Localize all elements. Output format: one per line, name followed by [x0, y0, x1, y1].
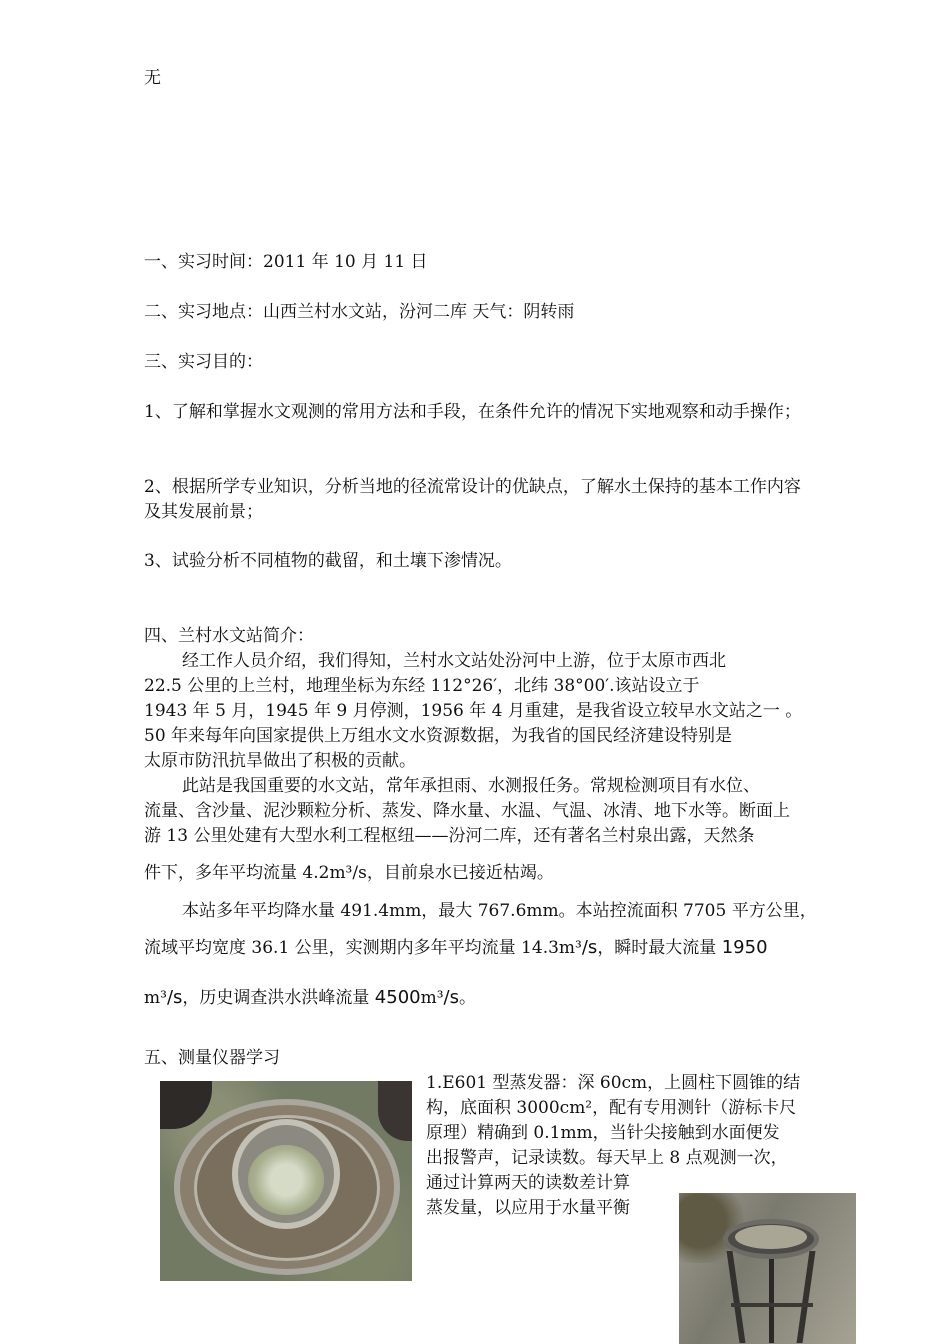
pan-water	[735, 1225, 807, 1249]
flood-unit-suffix: /s	[166, 987, 183, 1008]
section-instrument-heading: 五、测量仪器学习	[144, 1048, 280, 1068]
section-time: 一、实习时间：2011 年 10 月 11 日	[144, 252, 428, 272]
flood-unit-m3-2: m³	[420, 988, 444, 1008]
intro-line: 游 13 公里处建有大型水利工程枢纽——汾河二库，还有著名兰村泉出露，天然条	[144, 826, 755, 846]
evaporation-pan-photo	[160, 1081, 412, 1281]
section-purpose-heading: 三、实习目的：	[144, 352, 263, 372]
intro-line: 此站是我国重要的水文站，常年承担雨、水测报任务。常规检测项目有水位、	[182, 776, 760, 796]
intro-line: 50 年来每年向国家提供上万组水文水资源数据，为我省的国民经济建设特别是	[144, 726, 733, 746]
purpose-item-1: 1、了解和掌握水文观测的常用方法和手段，在条件允许的情况下实地观察和动手操作；	[144, 402, 801, 422]
flood-unit-suffix-2: /s	[443, 987, 459, 1008]
intro-line: 经工作人员介绍，我们得知，兰村水文站处汾河中上游，位于太原市西北	[182, 651, 726, 671]
intro-line-flow-text-2: ，瞬时最大流量	[597, 938, 722, 958]
water-surface	[248, 1145, 324, 1215]
flow-unit-suffix: /s	[581, 937, 598, 958]
flood-text: ，历史调查洪水洪峰流量	[182, 988, 375, 1008]
stand-leg	[769, 1255, 774, 1343]
instrument-line: 构，底面积 3000cm²，配有专用测针（游标卡尺	[426, 1098, 797, 1118]
instrument-line: 蒸发量，以应用于水量平衡	[426, 1198, 630, 1218]
small-evaporator-photo	[679, 1193, 856, 1344]
stand-crossbar	[731, 1303, 813, 1307]
intro-line: 太原市防汛抗旱做出了积极的贡献。	[144, 751, 416, 771]
intro-line: 1943 年 5 月，1945 年 9 月停测，1956 年 4 月重建，是我省设立较早水文站之一 。	[144, 701, 803, 721]
intro-line: 本站多年平均降水量 491.4mm，最大 767.6mm。本站控流面积 7705 平方公里，	[182, 901, 817, 921]
intro-line-flow-text: 流域平均宽度 36.1 公里，实测期内多年平均流量 14.3m³	[144, 938, 582, 958]
instrument-line: 原理）精确到 0.1mm，当针尖接触到水面便发	[426, 1123, 780, 1143]
intro-line: 件下，多年平均流量 4.2m³/s，目前泉水已接近枯竭。	[144, 863, 554, 883]
flood-end: 。	[459, 988, 476, 1008]
max-flow-value: 1950	[721, 937, 768, 958]
instrument-line: 通过计算两天的读数差计算	[426, 1173, 630, 1193]
instrument-line: 出报警声，记录读数。每天早上 8 点观测一次，	[426, 1148, 788, 1168]
intro-line-flood	[144, 985, 476, 1011]
instrument-line: 1.E601 型蒸发器：深 60cm，上圆柱下圆锥的结	[426, 1073, 801, 1093]
section-place: 二、实习地点：山西兰村水文站，汾河二库 天气：阴转雨	[144, 302, 575, 322]
intro-line: 流量、含沙量、泥沙颗粒分析、蒸发、降水量、水温、气温、冰清、地下水等。断面上	[144, 801, 790, 821]
intro-line: 22.5 公里的上兰村，地理坐标为东经 112°26′，北纬 38°00′.该站设立于	[144, 676, 700, 696]
purpose-item-3: 3、试验分析不同植物的截留，和土壤下渗情况。	[144, 551, 512, 571]
flood-unit-m3: m³	[144, 988, 167, 1008]
header-text: 无	[144, 68, 161, 88]
intro-line-flow	[144, 935, 768, 961]
section-intro-heading: 四、兰村水文站简介：	[144, 626, 314, 646]
flood-peak-value: 4500	[374, 987, 421, 1008]
purpose-item-2: 2、根据所学专业知识，分析当地的径流常设计的优缺点，了解水土保持的基本工作内容及其发展前景；	[144, 477, 801, 522]
